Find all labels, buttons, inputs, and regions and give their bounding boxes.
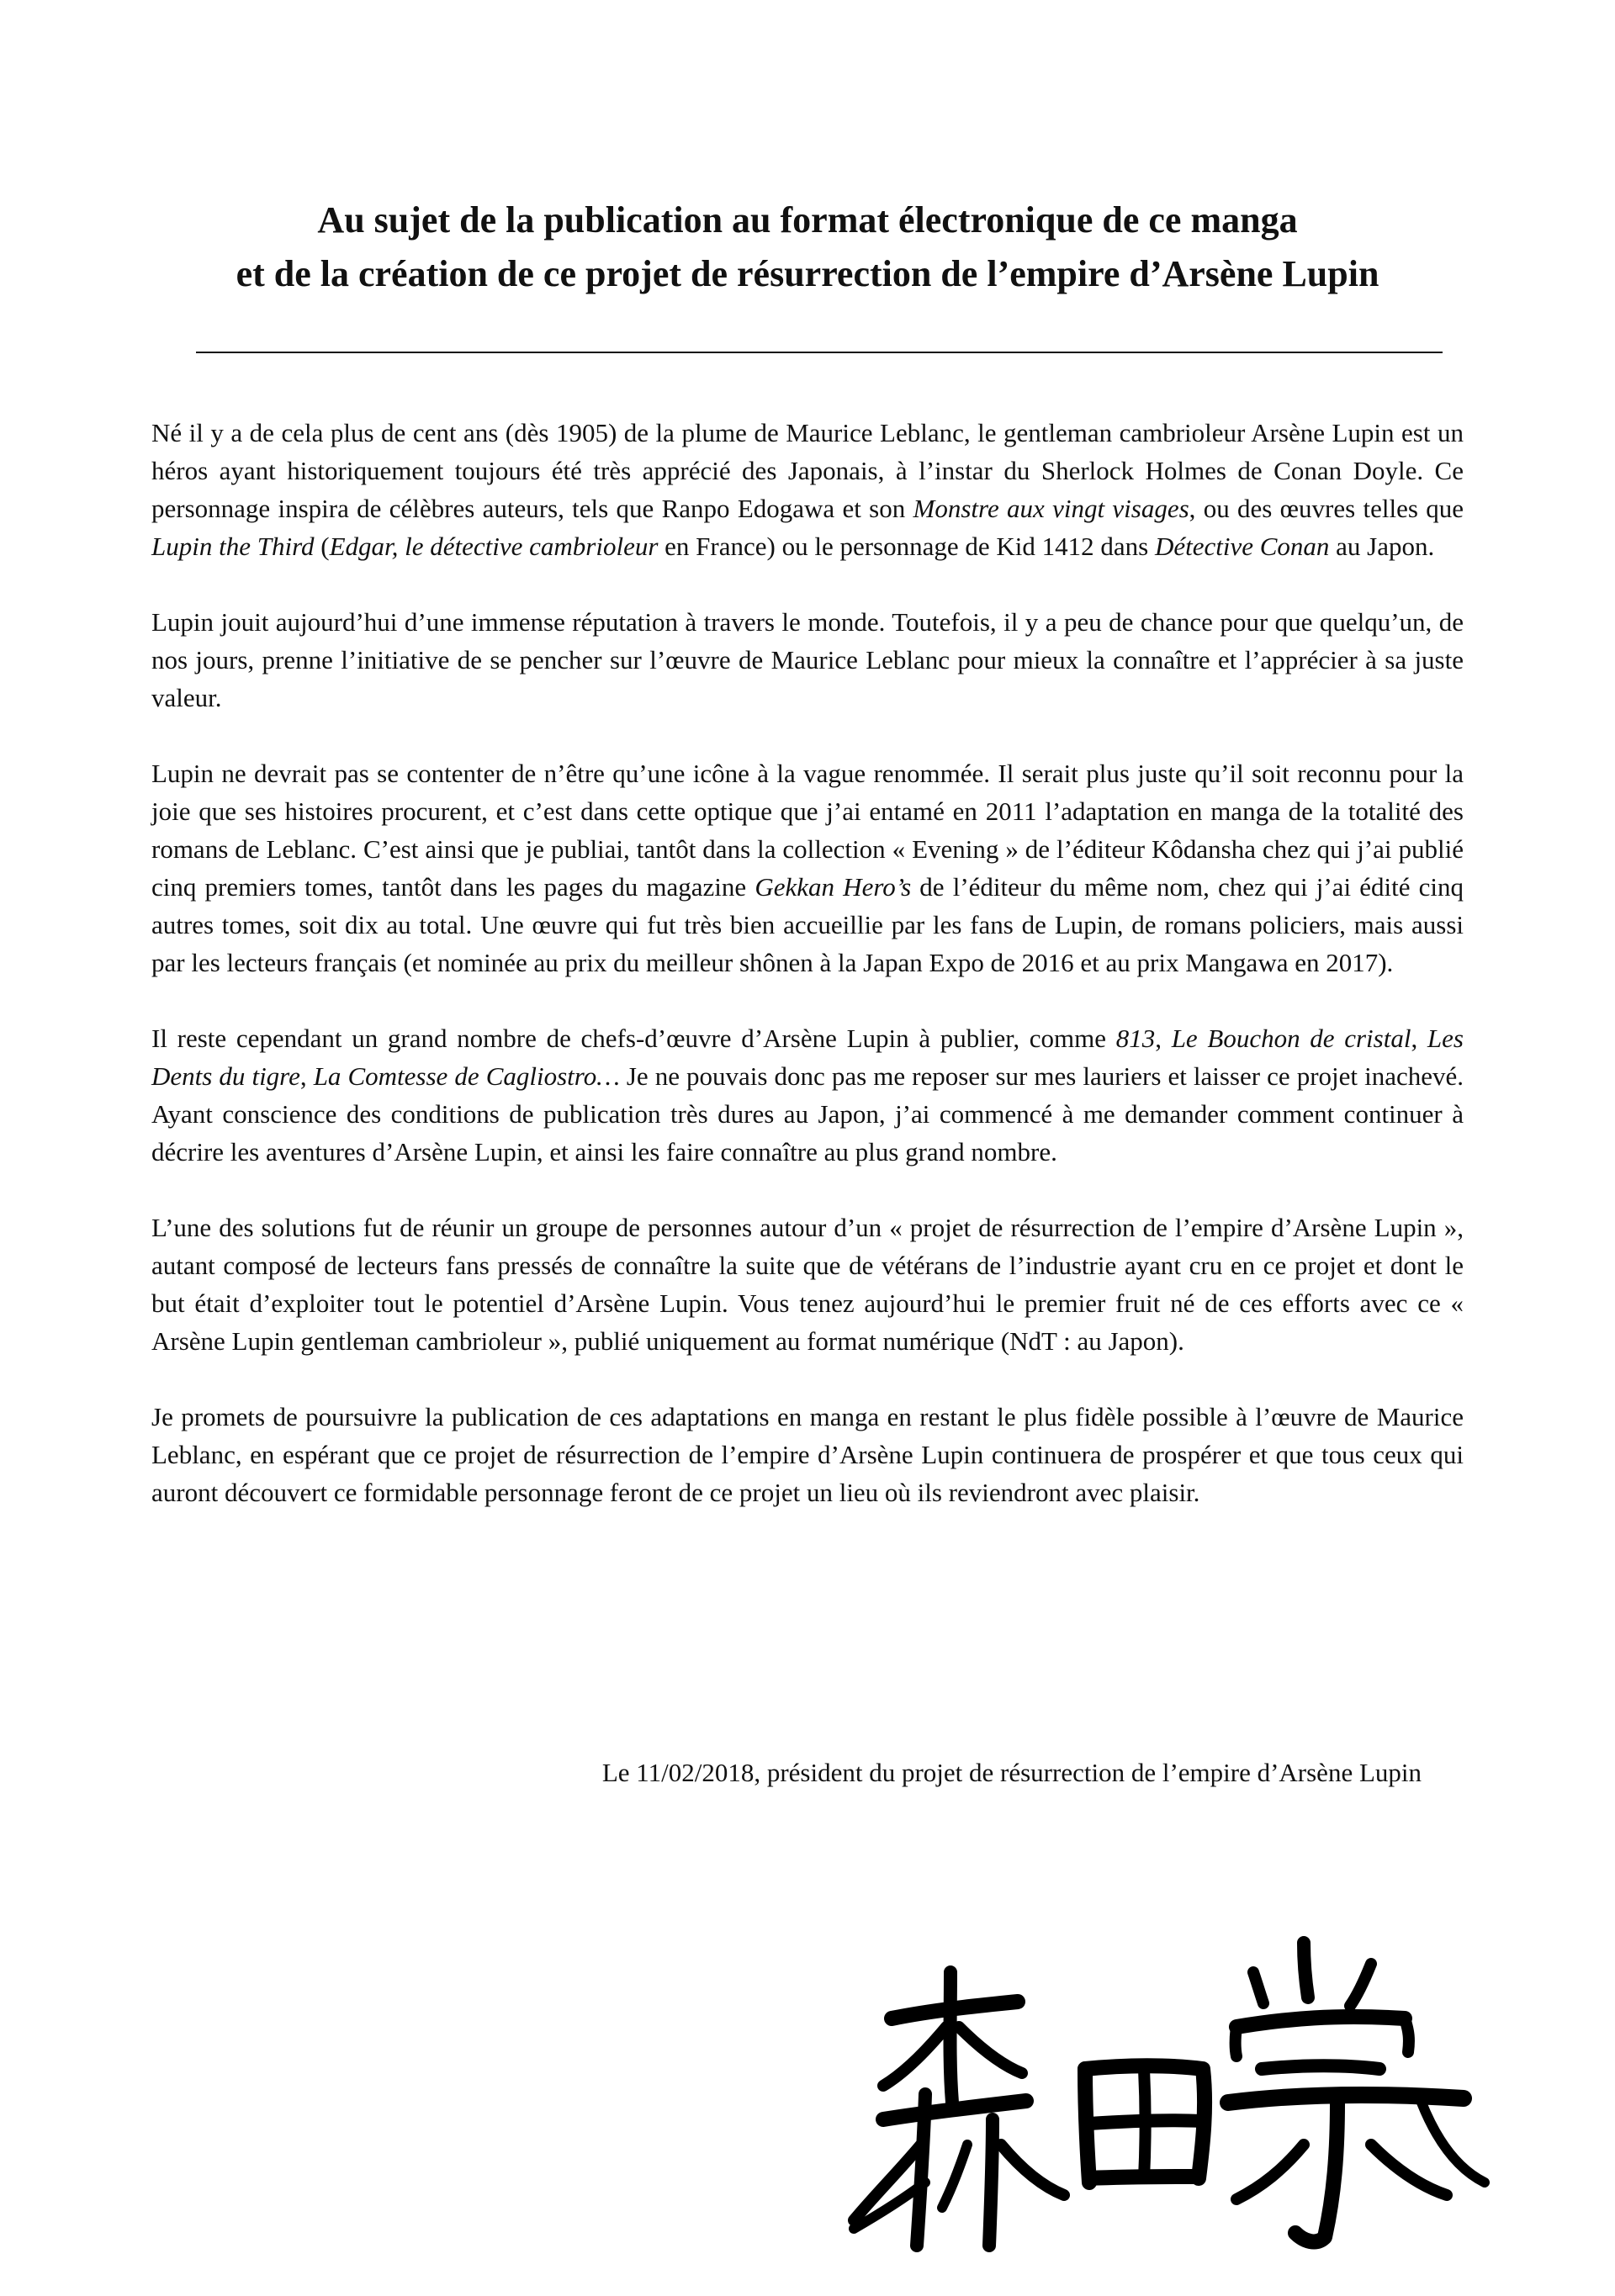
text-run: Né il y a de cela plus de cent ans (dès 1905) de la plume de Maurice Leblanc, le gentleman cambrioleur Arsène Lupin est un héros ayant historiquement toujours été très apprécié des Japonais, à l’instar du Sherlock Holmes de Conan Doyle. Ce personnage inspira de célèbres auteurs, tels que Ranpo Edogawa et son (151, 418, 1464, 523)
italic-title: 813 (1115, 1024, 1156, 1053)
title-divider (196, 352, 1443, 353)
body-paragraph (151, 1209, 1464, 1360)
text-run: ( (314, 532, 330, 561)
text-run: , (1411, 1024, 1427, 1053)
text-run: Je promets de poursuivre la publication de ces adaptations en manga en restant le plus fidèle possible à l’œuvre de Maurice Leblanc, en espérant que ce projet de résurrection de l’empire d’Arsène Lupin continuera de prospérer et que tous ceux qui auront découvert ce formidable personnage feront de ce projet un lieu où ils reviendront avec plaisir. (151, 1402, 1464, 1507)
text-run: , (299, 1061, 314, 1091)
text-run: au Japon. (1329, 532, 1435, 561)
title-line-1: Au sujet de la publication au format électronique de ce manga (317, 199, 1298, 241)
body-text (151, 414, 1464, 1549)
body-paragraph (151, 1019, 1464, 1171)
italic-title: Edgar, le détective cambrioleur (329, 532, 659, 561)
body-paragraph (151, 414, 1464, 565)
text-run: Je ne pouvais donc pas me reposer sur mes lauriers et laisser ce projet inachevé. Ayant conscience des conditions de publication très dures au Japon, j’ai commencé à me demander comment continuer à décrire les aventures d’Arsène Lupin, et ainsi les faire connaître au plus grand nombre. (151, 1061, 1464, 1167)
text-run: L’une des solutions fut de réunir un groupe de personnes autour d’un « projet de résurrection de l’empire d’Arsène Lupin », autant composé de lecteurs fans pressés de connaître la suite que de vétérans de l’industrie ayant cru en ce projet et dont le but était d’exploiter tout le potentiel d’Arsène Lupin. Vous tenez aujourd’hui le premier fruit né de ces efforts avec ce « Arsène Lupin gentleman cambrioleur », publié uniquement au format numérique (NdT : au Japon). (151, 1213, 1464, 1356)
italic-title: Gekkan Hero’s (755, 872, 912, 902)
body-paragraph (151, 754, 1464, 981)
italic-title: Le Bouchon de cristal (1171, 1024, 1411, 1053)
body-paragraph (151, 1398, 1464, 1511)
text-run: en France) ou le personnage de Kid 1412 dans (658, 532, 1155, 561)
text-run: Il reste cependant un grand nombre de chefs-d’œuvre d’Arsène Lupin à publier, comme (151, 1024, 1116, 1053)
text-run: , (1155, 1024, 1172, 1053)
italic-title: Les Dents du tigre (151, 1024, 1464, 1091)
italic-title: La Comtesse de Cagliostro… (313, 1061, 620, 1091)
text-run: de l’éditeur du même nom, chez qui j’ai édité cinq autres tomes, soit dix au total. Une œuvre qui fut très bien accueillie par les fans de Lupin, de romans policiers, mais aussi par les lecteurs français (et nominée au prix du meilleur shônen à la Japan Expo de 2016 et au prix Mangawa en 2017). (151, 872, 1464, 977)
text-run: , ou des œuvres telles que (1189, 494, 1464, 523)
italic-title: Monstre aux vingt visages (913, 494, 1189, 523)
page-title (101, 193, 1514, 301)
italic-title: Lupin the Third (151, 532, 315, 561)
handwritten-signature (833, 1892, 1506, 2262)
date-signature-line: Le 11/02/2018, président du projet de résurrection de l’empire d’Arsène Lupin (601, 1758, 1422, 1787)
italic-title: Détective Conan (1154, 532, 1330, 561)
text-run: Lupin jouit aujourd’hui d’une immense réputation à travers le monde. Toutefois, il y a peu de chance pour que quelqu’un, de nos jours, prenne l’initiative de se pencher sur l’œuvre de Maurice Leblanc pour mieux la connaître et l’apprécier à sa juste valeur. (151, 607, 1464, 712)
title-line-2: et de la création de ce projet de résurrection de l’empire d’Arsène Lupin (236, 253, 1379, 294)
text-run: Lupin ne devrait pas se contenter de n’être qu’une icône à la vague renommée. Il serait plus juste qu’il soit reconnu pour la joie que ses histoires procurent, et c’est dans cette optique que j’ai entamé en 2011 l’adaptation en manga de la totalité des romans de Leblanc. C’est ainsi que je publiai, tantôt dans la collection « Evening » de l’éditeur Kôdansha chez qui j’ai publié cinq premiers tomes, tantôt dans les pages du magazine (151, 759, 1464, 902)
body-paragraph (151, 603, 1464, 717)
